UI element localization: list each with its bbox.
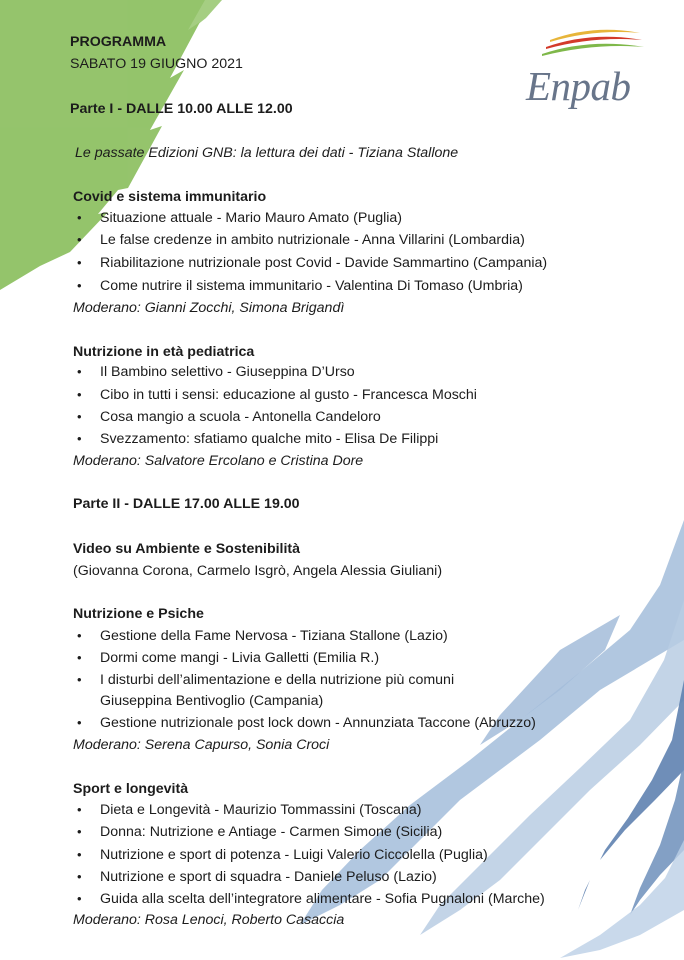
moderators-sport: Moderano: Rosa Lenoci, Roberto Casaccia [73,912,345,928]
list-item: Cosa mangio a scuola - Antonella Candeloro [100,409,381,425]
part-one-intro: Le passate Edizioni GNB: la lettura dei dati - Tiziana Stallone [75,145,459,161]
list-item: Nutrizione e sport di squadra - Daniele Peluso (Lazio) [100,869,437,885]
bullet-icon: • [77,232,82,247]
part-two-title: Parte II - DALLE 17.00 ALLE 19.00 [73,496,300,512]
bullet-icon: • [77,869,82,884]
list-item: Le false credenze in ambito nutrizionale - Anna Villarini (Lombardia) [100,232,525,248]
bullet-icon: • [77,255,82,270]
section-heading-psyche: Nutrizione e Psiche [73,606,204,622]
list-item: Guida alla scelta dell’integratore alimentare - Sofia Pugnaloni (Marche) [100,891,545,907]
bullet-icon: • [77,387,82,402]
programme-title: PROGRAMMA [70,34,167,50]
video-authors: (Giovanna Corona, Carmelo Isgrò, Angela Alessia Giuliani) [73,563,443,579]
logo-wordmark: Enpab [526,63,631,109]
bullet-icon: • [77,824,82,839]
bullet-icon: • [77,802,82,817]
bullet-icon: • [77,715,82,730]
list-item: Gestione nutrizionale post lock down - Annunziata Taccone (Abruzzo) [100,715,536,731]
list-item: Cibo in tutti i sensi: educazione al gusto - Francesca Moschi [100,387,477,403]
section-heading-covid: Covid e sistema immunitario [73,189,267,205]
list-item: Riabilitazione nutrizionale post Covid - Davide Sammartino (Campania) [100,255,548,271]
section-heading-sport: Sport e longevità [73,781,189,797]
moderators-psyche: Moderano: Serena Capurso, Sonia Croci [73,737,330,753]
list-item: Nutrizione e sport di potenza - Luigi Valerio Ciccolella (Puglia) [100,847,488,863]
moderators-covid: Moderano: Gianni Zocchi, Simona Brigandì [73,300,345,316]
bullet-icon: • [77,672,82,687]
list-item: Svezzamento: sfatiamo qualche mito - Elisa De Filippi [100,431,439,447]
bullet-icon: • [77,650,82,665]
bullet-icon: • [77,210,82,225]
list-item: I disturbi dell’alimentazione e della nutrizione più comuni [100,672,455,688]
bullet-icon: • [77,278,82,293]
list-item: Dieta e Longevità - Maurizio Tommassini (Toscana) [100,802,422,818]
list-item: Come nutrire il sistema immunitario - Valentina Di Tomaso (Umbria) [100,278,523,294]
list-item: Donna: Nutrizione e Antiage - Carmen Simone (Sicilia) [100,824,443,840]
bullet-icon: • [77,628,82,643]
list-item-continuation: Giuseppina Bentivoglio (Campania) [100,693,324,709]
section-heading-video: Video su Ambiente e Sostenibilità [73,541,301,557]
programme-date: SABATO 19 GIUGNO 2021 [70,56,243,72]
bullet-icon: • [77,409,82,424]
list-item: Il Bambino selettivo - Giuseppina D’Urso [100,364,355,380]
bullet-icon: • [77,364,82,379]
list-item: Gestione della Fame Nervosa - Tiziana Stallone (Lazio) [100,628,448,644]
bullet-icon: • [77,847,82,862]
bullet-icon: • [77,431,82,446]
list-item: Dormi come mangi - Livia Galletti (Emilia R.) [100,650,380,666]
moderators-pediatric: Moderano: Salvatore Ercolano e Cristina Dore [73,453,364,469]
section-heading-pediatric: Nutrizione in età pediatrica [73,344,255,360]
logo-stripes [522,26,650,66]
part-one-title: Parte I - DALLE 10.00 ALLE 12.00 [70,101,293,117]
enpab-logo [522,26,650,128]
bullet-icon: • [77,891,82,906]
list-item: Situazione attuale - Mario Mauro Amato (Puglia) [100,210,403,226]
